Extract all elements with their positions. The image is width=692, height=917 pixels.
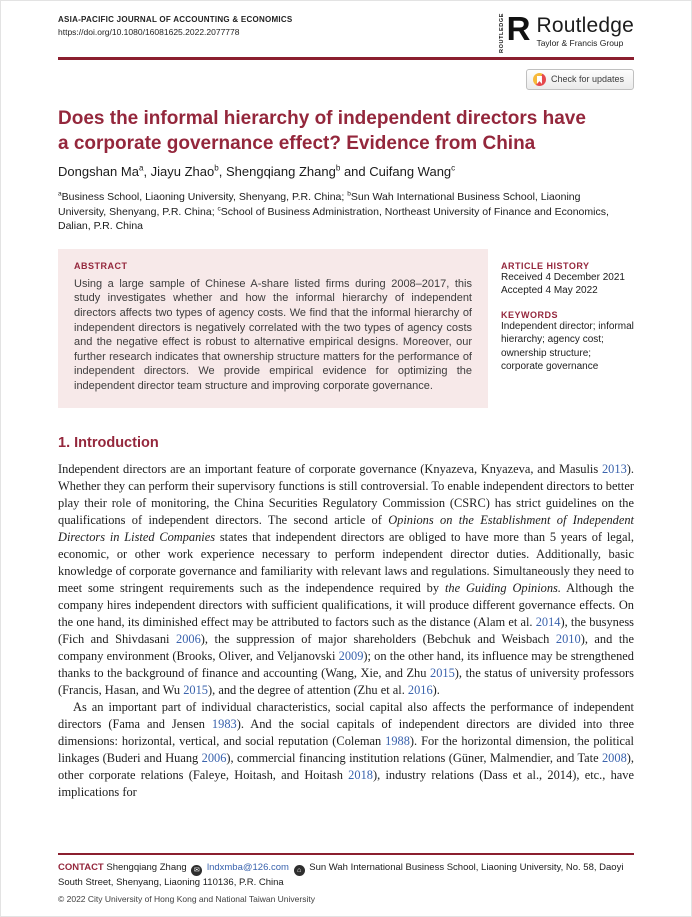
citation-year-link[interactable]: 2015: [430, 665, 455, 680]
superscript-marker: b: [214, 163, 219, 173]
text-segment: , Jiayu Zhao: [143, 164, 215, 180]
header-divider: [58, 57, 634, 60]
badge-row: [58, 69, 634, 90]
accepted-date: Accepted 4 May 2022: [501, 285, 598, 297]
text-segment: ), commercial financing institution relations (Güner, Malmendier, and Tate: [226, 750, 602, 765]
text-segment: As an important part of individual characteristics, social capital also affects the performance of independent directors (Fama and Jensen: [58, 699, 634, 731]
text-segment: ), the busyness (Fich and Shivdasani: [58, 614, 634, 646]
affiliations: [58, 190, 618, 233]
article-title: [58, 107, 634, 156]
text-segment: Opinions on the Establishment of Independent Directors in Listed Companies: [58, 512, 634, 544]
text-segment: ). And the social capitals of independent directors are divided into three dimensions: horizontal, vertical, and social reputation (Coleman: [58, 716, 634, 748]
citation-year-link[interactable]: 2014: [535, 614, 561, 629]
text-segment: ), and the company environment (Brooks, Oliver, and Veljanovski: [58, 631, 634, 663]
received-date: Received 4 December 2021: [501, 271, 625, 283]
routledge-logo-mark: [499, 10, 531, 53]
keywords-label: KEYWORDS: [501, 309, 559, 320]
text-segment: ), other corporate relations (Faleye, Hoitash, and Hoitash: [58, 750, 634, 782]
text-segment: ), and the degree of attention (Zhu et al.: [208, 682, 408, 697]
keywords-text: Independent director; informal hierarchy; agency cost; ownership structure; corporate governance: [501, 320, 634, 373]
text-segment: ), the status of university professors (Francis, Hasan, and Wu: [58, 665, 634, 697]
text-segment: Dongshan Ma: [58, 164, 139, 180]
contact-line: [58, 861, 634, 889]
journal-name: ASIA-PACIFIC JOURNAL OF ACCOUNTING & ECONOMICS: [58, 15, 293, 24]
routledge-logo: [499, 10, 634, 53]
superscript-marker: a: [138, 163, 144, 173]
intro-paragraph-2: [58, 699, 634, 801]
address-icon: ⌂: [294, 865, 305, 876]
text-segment: states that independent directors are obliged to have more than 5 years of legal, economic, or other work experience necessary to perform independent director duties. Additionally, basic knowledge of corporate governance and familiarity with relevant laws and regulations. Simultaneously they need to meet some stringent requirements such as the independence required by: [58, 529, 635, 595]
article-meta-column: [501, 249, 634, 408]
citation-year-link[interactable]: 2018: [348, 767, 373, 782]
masthead: [58, 10, 634, 53]
abstract-label: ABSTRACT: [74, 260, 128, 271]
citation-year-link[interactable]: 2015: [183, 682, 208, 697]
check-for-updates-label: Check for updates: [550, 74, 624, 85]
check-for-updates-button[interactable]: [526, 69, 634, 90]
text-segment: Independent directors are an important feature of corporate governance (Knyazeva, Knyazeva, and Masulis: [58, 461, 602, 476]
superscript-marker: b: [347, 190, 351, 198]
routledge-vertical-text: ROUTLEDGE: [499, 13, 506, 53]
citation-year-link[interactable]: 2016: [407, 682, 433, 697]
text-segment: ), the suppression of major shareholders (Bebchuk and Weisbach: [200, 631, 556, 646]
text-segment: and Cuifang Wang: [340, 164, 452, 180]
doi-link[interactable]: https://doi.org/10.1080/16081625.2022.2077778: [58, 27, 240, 37]
article-history-label: ARTICLE HISTORY: [501, 260, 590, 271]
citation-year-link[interactable]: 2009: [338, 648, 364, 663]
citation-year-link[interactable]: 1983: [211, 716, 237, 731]
text-segment: ); on the other hand, its influence may be strengthened thanks to the background of finance and accounting (Wang, Xie, and Zhu: [58, 648, 635, 680]
citation-year-link[interactable]: 2006: [201, 750, 227, 765]
text-segment: School of Business Administration, Northeast University of Finance and Economics, Dalian, P.R. China: [58, 205, 609, 233]
text-segment: , Shengqiang Zhang: [218, 164, 336, 180]
text-segment: ). For the horizontal dimension, the political linkages (Buderi and Huang: [58, 733, 634, 765]
copyright-line: © 2022 City University of Hong Kong and National Taiwan University: [58, 894, 315, 904]
contact-label: CONTACT: [58, 862, 104, 873]
text-segment: the Guiding Opinions.: [444, 580, 561, 595]
abstract-text: Using a large sample of Chinese A-share listed firms during 2008–2017, this study investigates whether and how the informal hierarchy of independent directors affects two types of agency costs. We find that the informal hierarchy of independent directors is negatively correlated with the two types of agency costs and the negative effect is robust to alternative empirical designs. Moreover, our further research indicates that ownership structure matters for the performance of independent directors. We provide empirical evidence for optimizing the independent director team structure and improving corporate governance.: [74, 277, 472, 392]
text-segment: ).: [432, 682, 440, 697]
citation-year-link[interactable]: 1988: [385, 733, 410, 748]
bookmark-icon: [537, 76, 542, 84]
text-segment: ). Whether they can perform their supervisory functions is still controversial. To enable independent directors to better play their role of monitoring, the China Securities Regulatory Commission (CSRC) has strict guidelines on the qualifications of independent directors. The second article of: [58, 461, 634, 527]
journal-meta: [58, 15, 292, 37]
text-segment: Sun Wah International Business School, Liaoning University, Shenyang, P.R. China;: [58, 191, 581, 218]
contact-name: Shengqiang Zhang: [106, 862, 187, 873]
text-segment: ), industry relations (Dass et al., 2014), etc., have implications for: [58, 767, 634, 799]
superscript-marker: c: [217, 205, 221, 213]
citation-year-link[interactable]: 2010: [555, 631, 581, 646]
page-content: [1, 1, 691, 801]
title-line-1: Does the informal hierarchy of independent directors have: [58, 107, 586, 129]
superscript-marker: c: [451, 163, 456, 173]
citation-year-link[interactable]: 2013: [601, 461, 627, 476]
intro-paragraph-1: [58, 461, 634, 699]
crossmark-icon: [533, 73, 546, 86]
superscript-marker: b: [335, 163, 341, 173]
publisher-group: Taylor & Francis Group: [536, 38, 624, 48]
text-segment: Business School, Liaoning University, Shenyang, P.R. China;: [61, 191, 348, 204]
page-footer: [58, 853, 634, 904]
routledge-r-icon: R: [506, 10, 531, 47]
contact-address: Sun Wah International Business School, Liaoning University, No. 58, Daoyi South Street, Shenyang, Liaoning 110136, P.R. China: [58, 862, 624, 888]
email-icon: ✉: [191, 865, 202, 876]
publisher-name: Routledge: [536, 14, 634, 37]
citation-year-link[interactable]: 2008: [601, 750, 627, 765]
abstract-row: [58, 249, 634, 408]
footer-divider: [58, 853, 634, 855]
superscript-marker: a: [58, 190, 62, 198]
citation-year-link[interactable]: 2006: [176, 631, 201, 646]
contact-email-link[interactable]: lndxmba@126.com: [206, 862, 289, 873]
publisher-wordmark: [536, 13, 634, 48]
text-segment: Although the company hires independent directors with sufficient qualifications, it will produce different governance effects. On the one hand, its diminished effect may be attributed to factors such as the distance (Alam et al.: [58, 580, 634, 629]
abstract-box: [58, 249, 488, 408]
title-line-2: a corporate governance effect? Evidence from China: [58, 132, 536, 154]
section-heading-introduction: 1. Introduction: [58, 434, 159, 451]
authors-line: [58, 164, 634, 179]
